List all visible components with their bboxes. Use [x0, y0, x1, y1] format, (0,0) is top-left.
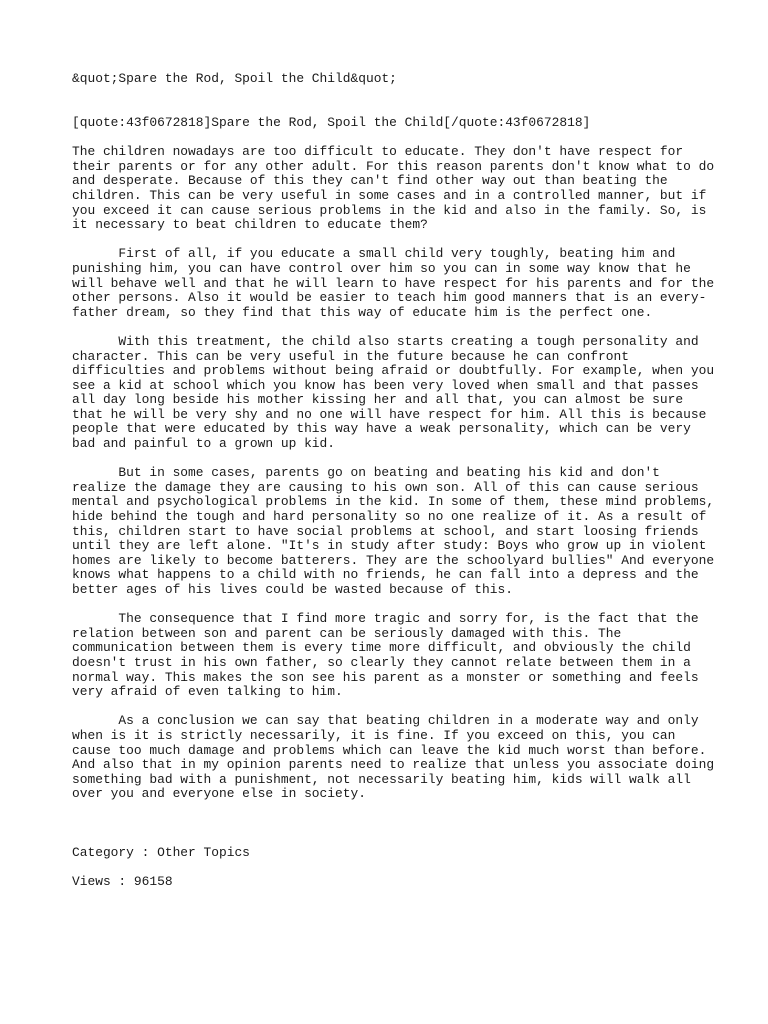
paragraph-conclusion — [72, 713, 715, 802]
paragraph-line: this, children start to have social problems at school, and start loosing friends — [72, 523, 699, 539]
paragraph-line: doesn't trust in his own father, so clearly they cannot relate between them in a — [72, 654, 691, 670]
paragraph-line: As a conclusion we can say that beating children in a moderate way and only — [72, 713, 699, 729]
paragraph-line: you exceed it can cause serious problems in the kid and also in the family. So, is — [72, 202, 707, 218]
paragraph-first-of-all — [72, 246, 715, 320]
paragraph-line: knows what happens to a child with no friends, he can fall into a depress and the — [72, 567, 699, 583]
document-page — [72, 71, 715, 904]
paragraph-line: and desperate. Because of this they can't find other way out than beating the — [72, 173, 668, 189]
paragraph-line: people that were educated by this way have a weak personality, which can be very — [72, 421, 691, 437]
paragraph-line: until they are left alone. "It's in study after study: Boys who grow up in violent — [72, 538, 707, 554]
paragraph-line: their parents or for any other adult. For this reason parents don't know what to do — [72, 158, 715, 174]
document-title: &quot;Spare the Rod, Spoil the Child&quot; — [72, 71, 397, 86]
paragraph-line: see a kid at school which you know has been very loved when small and that passes — [72, 377, 699, 393]
paragraph-line: that he will be very shy and no one will have respect for him. All this is because — [72, 406, 707, 422]
paragraph-line: The consequence that I find more tragic and sorry for, is the fact that the — [72, 611, 699, 627]
paragraph-line: The children nowadays are too difficult to educate. They don't have respect for — [72, 144, 684, 160]
quote-title: [quote:43f0672818]Spare the Rod, Spoil the Child[/quote:43f0672818] — [72, 114, 591, 130]
paragraph-line: children. This can be very useful in some cases and in a controlled manner, but if — [72, 187, 707, 203]
paragraph-line: other persons. Also it would be easier to teach him good manners that is an every- — [72, 290, 707, 306]
paragraph-line: all day long beside his mother kissing her and all that, you can almost be sure — [72, 392, 684, 408]
paragraph-line: First of all, if you educate a small child very toughly, beating him and — [72, 246, 676, 262]
views-line: Views : 96158 — [72, 874, 173, 890]
paragraph-line: very afraid of even talking to him. — [72, 684, 343, 700]
paragraph-line: will behave well and that he will learn to have respect for his parents and for the — [72, 275, 715, 291]
paragraph-line: mental and psychological problems in the kid. In some of them, these mind problems, — [72, 494, 715, 510]
paragraph-line: relation between son and parent can be seriously damaged with this. The — [72, 625, 622, 641]
paragraph-line: character. This can be very useful in the future because he can confront — [72, 348, 629, 364]
paragraph-line: when is it is strictly necessarily, it is fine. If you exceed on this, you can — [72, 727, 676, 743]
paragraph-treatment — [72, 333, 715, 452]
paragraph-intro — [72, 144, 715, 233]
paragraph-line: bad and painful to a grown up kid. — [72, 436, 336, 452]
paragraph-line: communication between them is every time more difficult, and obviously the child — [72, 640, 691, 656]
paragraph-line: over you and everyone else in society. — [72, 786, 366, 802]
paragraph-line: better ages of his lives could be wasted because of this. — [72, 582, 513, 597]
paragraph-line: father dream, so they find that this way of educate him is the perfect one. — [72, 304, 653, 320]
paragraph-line: realize the damage they are causing to his own son. All of this can cause serious — [72, 479, 699, 495]
document-metadata — [72, 846, 712, 890]
paragraph-line: hide behind the tough and hard personality so no one realize of it. As a result of — [72, 509, 707, 525]
category-line: Category : Other Topics — [72, 844, 250, 860]
paragraph-line: difficulties and problems without being afraid or doubtfully. For example, when you — [72, 363, 715, 379]
paragraph-line: homes are likely to become batterers. They are the schoolyard bullies" And everyone — [72, 552, 715, 568]
paragraph-line: cause too much damage and problems which can leave the kid much worst than before. — [72, 742, 707, 758]
paragraph-line: But in some cases, parents go on beating and beating his kid and don't — [72, 465, 660, 481]
paragraph-line: normal way. This makes the son see his parent as a monster or something and feels — [72, 669, 699, 685]
paragraph-line: With this treatment, the child also starts creating a tough personality and — [72, 333, 699, 349]
paragraph-consequence — [72, 612, 712, 700]
paragraph-some-cases — [72, 465, 715, 597]
article-body — [72, 144, 715, 802]
paragraph-line: And also that in my opinion parents need to realize that unless you associate doing — [72, 757, 715, 773]
paragraph-line: something bad with a punishment, not necessarily beating him, kids will walk all — [72, 771, 691, 787]
paragraph-line: it necessary to beat children to educate them? — [72, 217, 428, 233]
paragraph-line: punishing him, you can have control over him so you can in some way know that he — [72, 260, 691, 276]
